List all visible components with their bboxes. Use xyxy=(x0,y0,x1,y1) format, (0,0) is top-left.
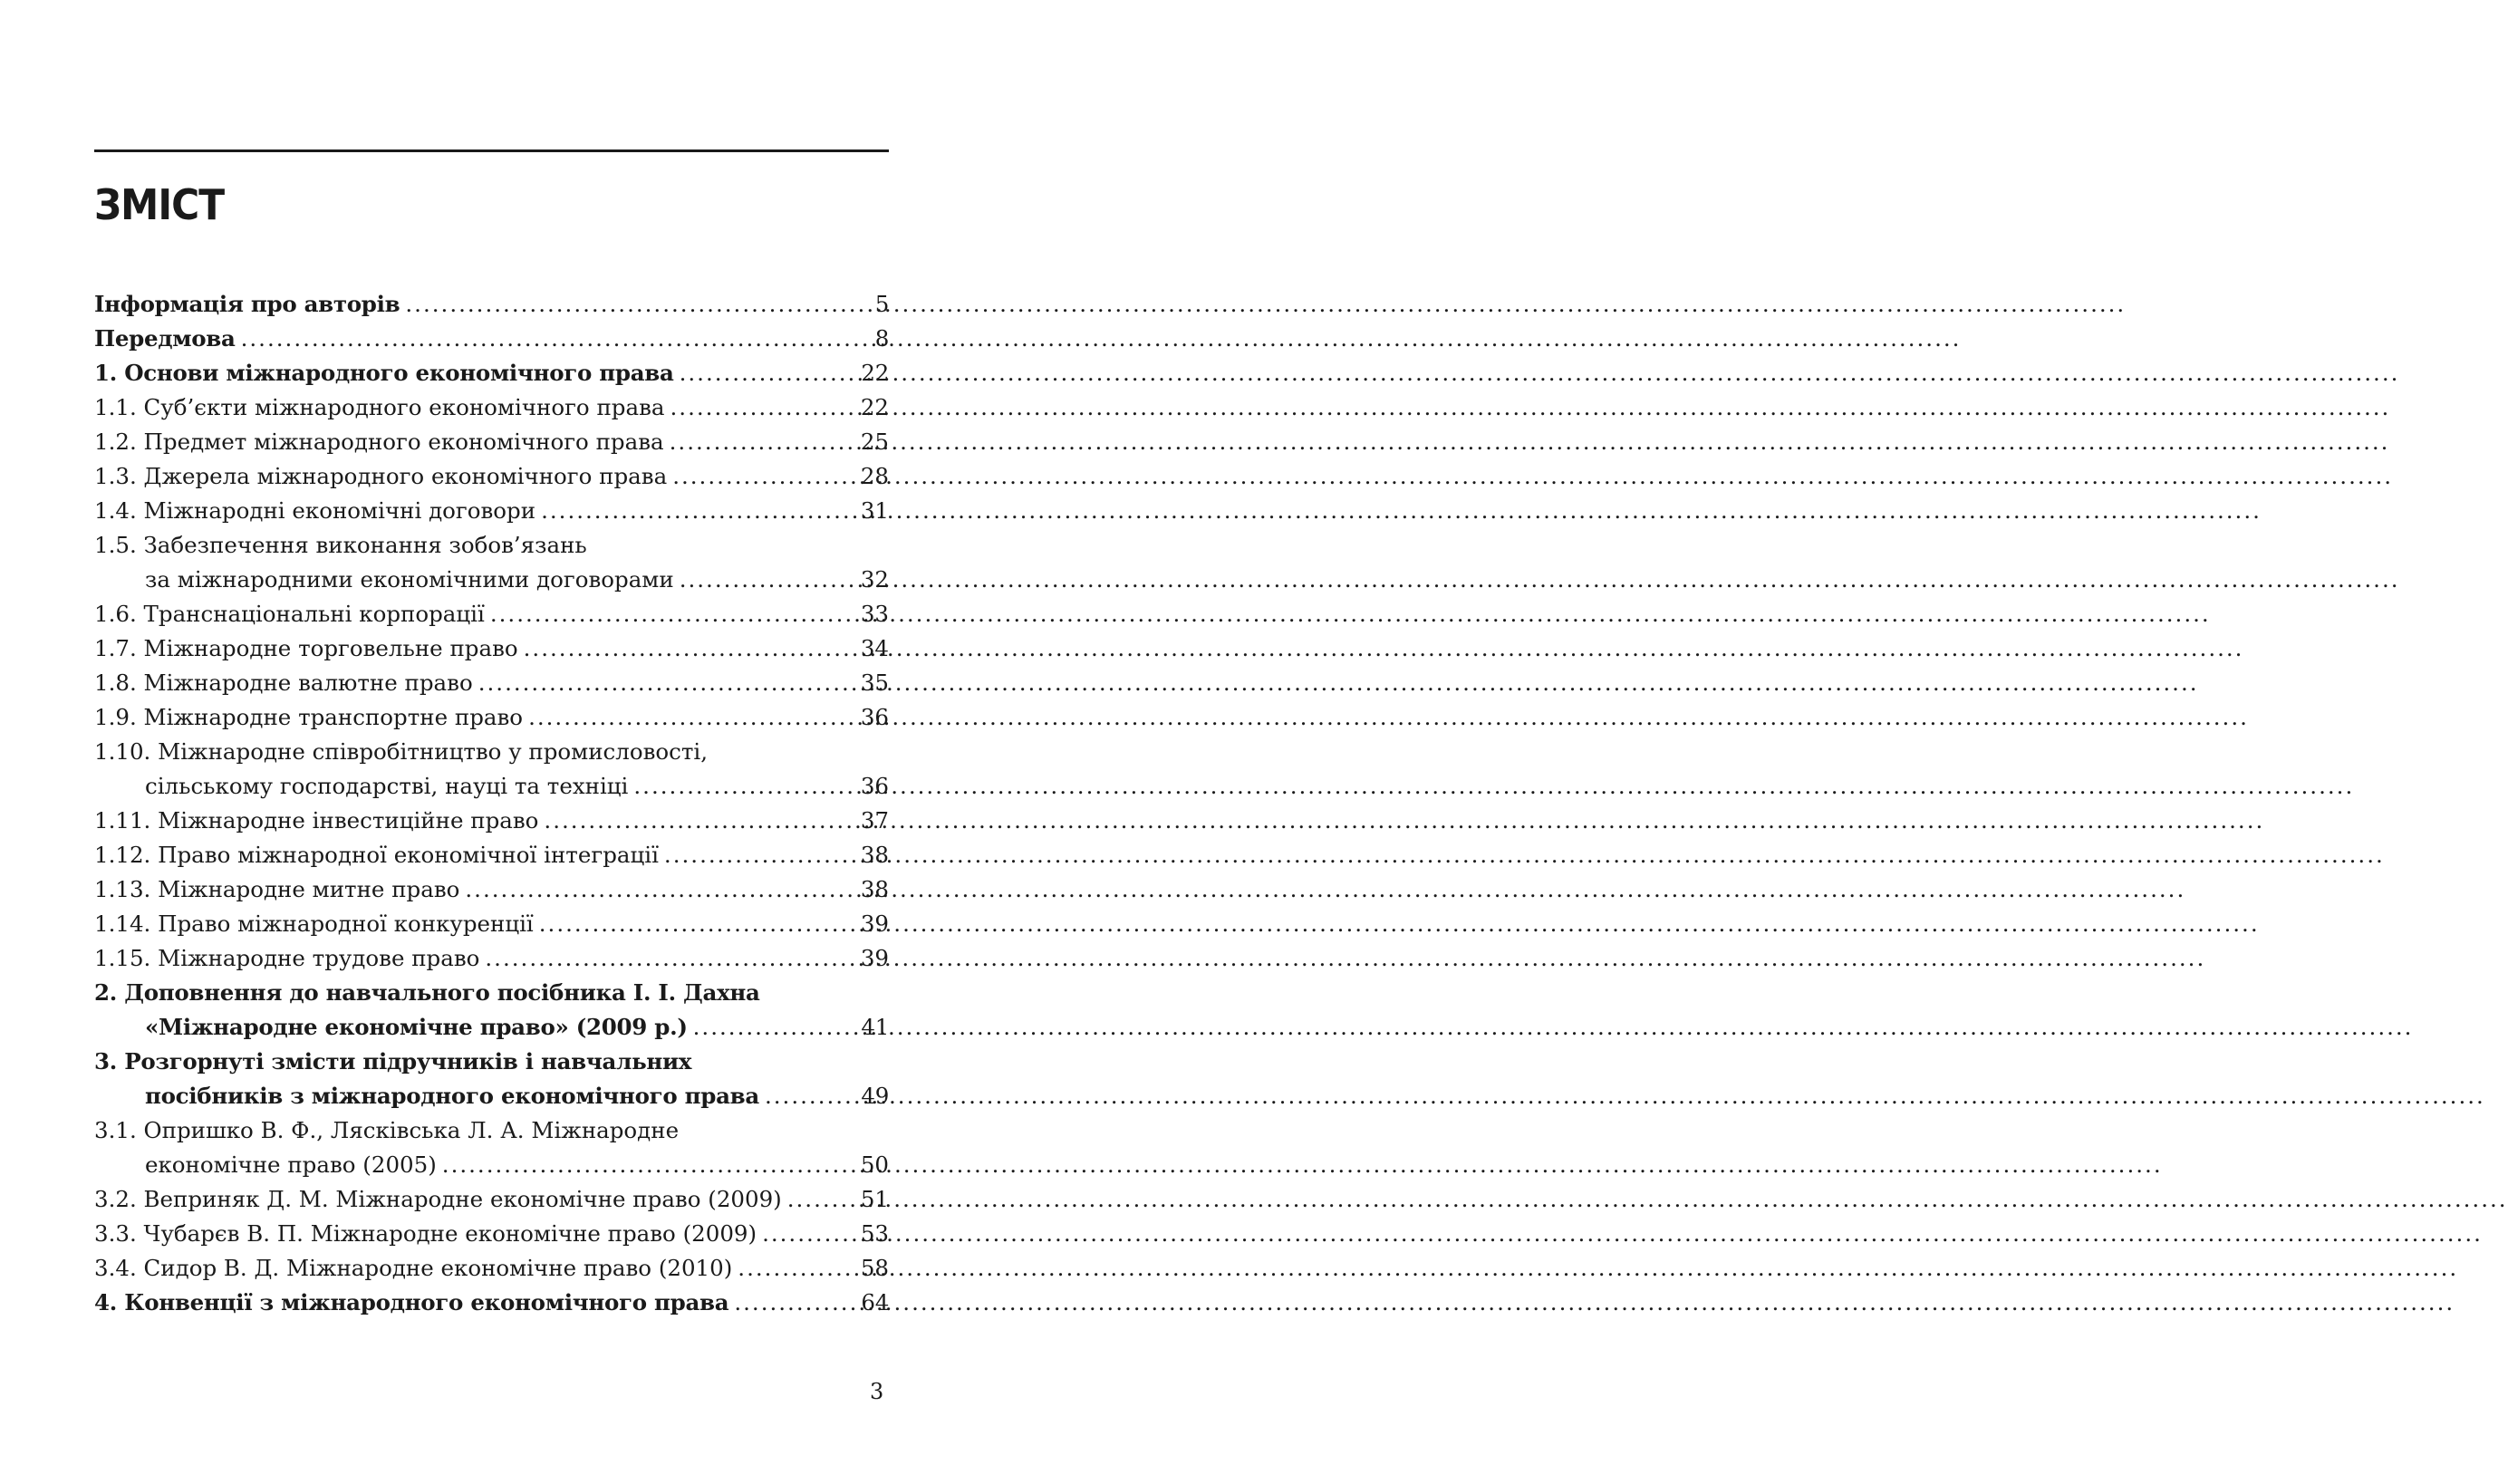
toc-entry-page: 50 xyxy=(860,1152,889,1178)
toc-entry-page: 51 xyxy=(860,1186,889,1212)
toc-entry xyxy=(94,769,889,804)
toc-entry-page: 25 xyxy=(860,429,889,455)
toc-entry-title: 1.14. Право міжнародної конкуренції xyxy=(94,911,534,937)
toc-entry-page: 33 xyxy=(860,601,889,627)
toc-entry xyxy=(94,838,889,872)
toc-leader-dots xyxy=(465,872,854,907)
toc-entry-page: 35 xyxy=(860,670,889,696)
toc-entry xyxy=(94,907,889,941)
toc-entry xyxy=(94,804,889,838)
toc-entry-title: Передмова xyxy=(94,325,236,352)
toc-leader-dots xyxy=(670,390,855,425)
toc-entry xyxy=(94,1148,889,1182)
toc-leader-dots xyxy=(680,563,855,597)
toc-entry-page: 22 xyxy=(861,360,889,386)
toc-entry-page: 5 xyxy=(874,291,889,317)
toc-entry xyxy=(94,597,889,631)
toc-entry xyxy=(94,1251,889,1286)
toc-entry xyxy=(94,459,889,494)
toc-leader-dots xyxy=(405,287,869,322)
toc-entry-title: 1.8. Міжнародне валютне право xyxy=(94,670,473,696)
toc-entry-title: за міжнародними економічними договорами xyxy=(145,566,674,593)
toc-entry-page: 41 xyxy=(861,1014,889,1040)
toc-entry xyxy=(94,1217,889,1251)
toc-entry xyxy=(94,700,889,735)
toc-leader-dots xyxy=(664,838,855,872)
toc-entry xyxy=(94,494,889,528)
toc-entry-title: сільському господарстві, науці та техніці xyxy=(145,773,629,799)
toc-entry-page: 64 xyxy=(861,1289,889,1315)
page-content xyxy=(94,149,889,1320)
top-rule xyxy=(94,149,889,152)
toc-leader-dots xyxy=(672,459,855,494)
toc-entry-title: 3.3. Чубарєв В. П. Міжнародне економічне право (2009) xyxy=(94,1220,757,1247)
toc-entry xyxy=(94,941,889,976)
toc-entry-title: 3. Розгорнуті змісти підручників і навчальних xyxy=(94,1048,692,1074)
toc-entry xyxy=(94,1286,889,1320)
toc-entry-title: 1.3. Джерела міжнародного економічного права xyxy=(94,463,668,489)
toc-entry-page: 22 xyxy=(860,394,889,420)
toc-entry-page: 39 xyxy=(860,945,889,971)
toc-entry-title: 1.5. Забезпечення виконання зобов’язань xyxy=(94,532,587,558)
toc-leader-dots xyxy=(485,941,854,976)
toc-entry xyxy=(94,322,889,356)
toc-leader-dots xyxy=(490,597,855,631)
toc-entry xyxy=(94,872,889,907)
toc-entry-page: 39 xyxy=(860,911,889,937)
toc-entry-title: 1.10. Міжнародне співробітництво у промисловості, xyxy=(94,738,709,765)
toc-entry-title: 1.1. Суб’єкти міжнародного економічного права xyxy=(94,394,665,420)
toc-leader-dots xyxy=(670,425,855,459)
toc-leader-dots xyxy=(734,1286,855,1320)
toc-entry xyxy=(94,1079,889,1113)
table-of-contents xyxy=(94,287,889,1320)
toc-leader-dots xyxy=(787,1182,855,1217)
toc-entry-title: 3.1. Опришко В. Ф., Лясківська Л. А. Міжнародне xyxy=(94,1117,680,1143)
toc-leader-dots xyxy=(539,907,855,941)
page-heading: ЗМІСТ xyxy=(94,180,225,229)
toc-entry-title: 1. Основи міжнародного економічного права xyxy=(94,360,674,386)
toc-entry xyxy=(94,1010,889,1045)
toc-entry xyxy=(94,1045,889,1079)
toc-leader-dots xyxy=(478,666,855,700)
toc-entry-title: економічне право (2005) xyxy=(145,1152,437,1178)
toc-entry-page: 36 xyxy=(860,704,889,730)
toc-leader-dots xyxy=(693,1010,856,1045)
toc-entry-title: Інформація про авторів xyxy=(94,291,400,317)
toc-entry-page: 53 xyxy=(860,1220,889,1247)
toc-entry-title: «Міжнародне економічне право» (2009 р.) xyxy=(145,1014,688,1040)
toc-entry xyxy=(94,528,889,563)
toc-entry-page: 32 xyxy=(860,566,889,593)
toc-entry xyxy=(94,1182,889,1217)
toc-leader-dots xyxy=(442,1148,855,1182)
toc-entry-page: 31 xyxy=(860,497,889,524)
toc-entry-title: 1.13. Міжнародне митне право xyxy=(94,876,460,902)
toc-entry xyxy=(94,425,889,459)
toc-entry xyxy=(94,1113,889,1148)
toc-leader-dots xyxy=(680,356,856,390)
toc-entry xyxy=(94,666,889,700)
toc-entry xyxy=(94,563,889,597)
toc-leader-dots xyxy=(633,769,854,804)
toc-entry xyxy=(94,976,889,1010)
toc-leader-dots xyxy=(544,804,854,838)
toc-entry-page: 36 xyxy=(860,773,889,799)
toc-entry-title: посібників з міжнародного економічного права xyxy=(145,1083,759,1109)
page-number: 3 xyxy=(870,1379,884,1404)
toc-entry-title: 1.11. Міжнародне інвестиційне право xyxy=(94,807,539,834)
toc-leader-dots xyxy=(541,494,855,528)
toc-leader-dots xyxy=(524,631,855,666)
toc-entry-page: 38 xyxy=(860,842,889,868)
toc-entry-title: 1.9. Міжнародне транспортне право xyxy=(94,704,524,730)
toc-entry xyxy=(94,631,889,666)
toc-entry-title: 2. Доповнення до навчального посібника І. І. Дахна xyxy=(94,979,760,1006)
toc-entry-page: 58 xyxy=(860,1255,889,1281)
toc-entry xyxy=(94,735,889,769)
toc-entry-page: 28 xyxy=(860,463,889,489)
toc-leader-dots xyxy=(738,1251,855,1286)
toc-entry-title: 1.6. Транснаціональні корпорації xyxy=(94,601,485,627)
toc-entry-title: 4. Конвенції з міжнародного економічного права xyxy=(94,1289,729,1315)
toc-leader-dots xyxy=(241,322,870,356)
toc-entry xyxy=(94,390,889,425)
toc-entry-page: 8 xyxy=(874,325,889,352)
toc-entry-title: 1.4. Міжнародні економічні договори xyxy=(94,497,536,524)
toc-entry-title: 1.15. Міжнародне трудове право xyxy=(94,945,480,971)
toc-leader-dots xyxy=(762,1217,855,1251)
toc-entry xyxy=(94,356,889,390)
toc-entry-title: 3.2. Веприняк Д. М. Міжнародне економічне право (2009) xyxy=(94,1186,782,1212)
toc-leader-dots xyxy=(528,700,855,735)
toc-entry-title: 1.2. Предмет міжнародного економічного права xyxy=(94,429,664,455)
toc-entry-page: 34 xyxy=(860,635,889,661)
toc-entry-page: 38 xyxy=(860,876,889,902)
toc-entry-title: 3.4. Сидор В. Д. Міжнародне економічне право (2010) xyxy=(94,1255,733,1281)
toc-entry-page: 37 xyxy=(860,807,889,834)
toc-entry-title: 1.7. Міжнародне торговельне право xyxy=(94,635,518,661)
toc-entry xyxy=(94,287,889,322)
toc-leader-dots xyxy=(765,1079,855,1113)
toc-entry-page: 49 xyxy=(861,1083,889,1109)
toc-entry-title: 1.12. Право міжнародної економічної інтеграції xyxy=(94,842,659,868)
